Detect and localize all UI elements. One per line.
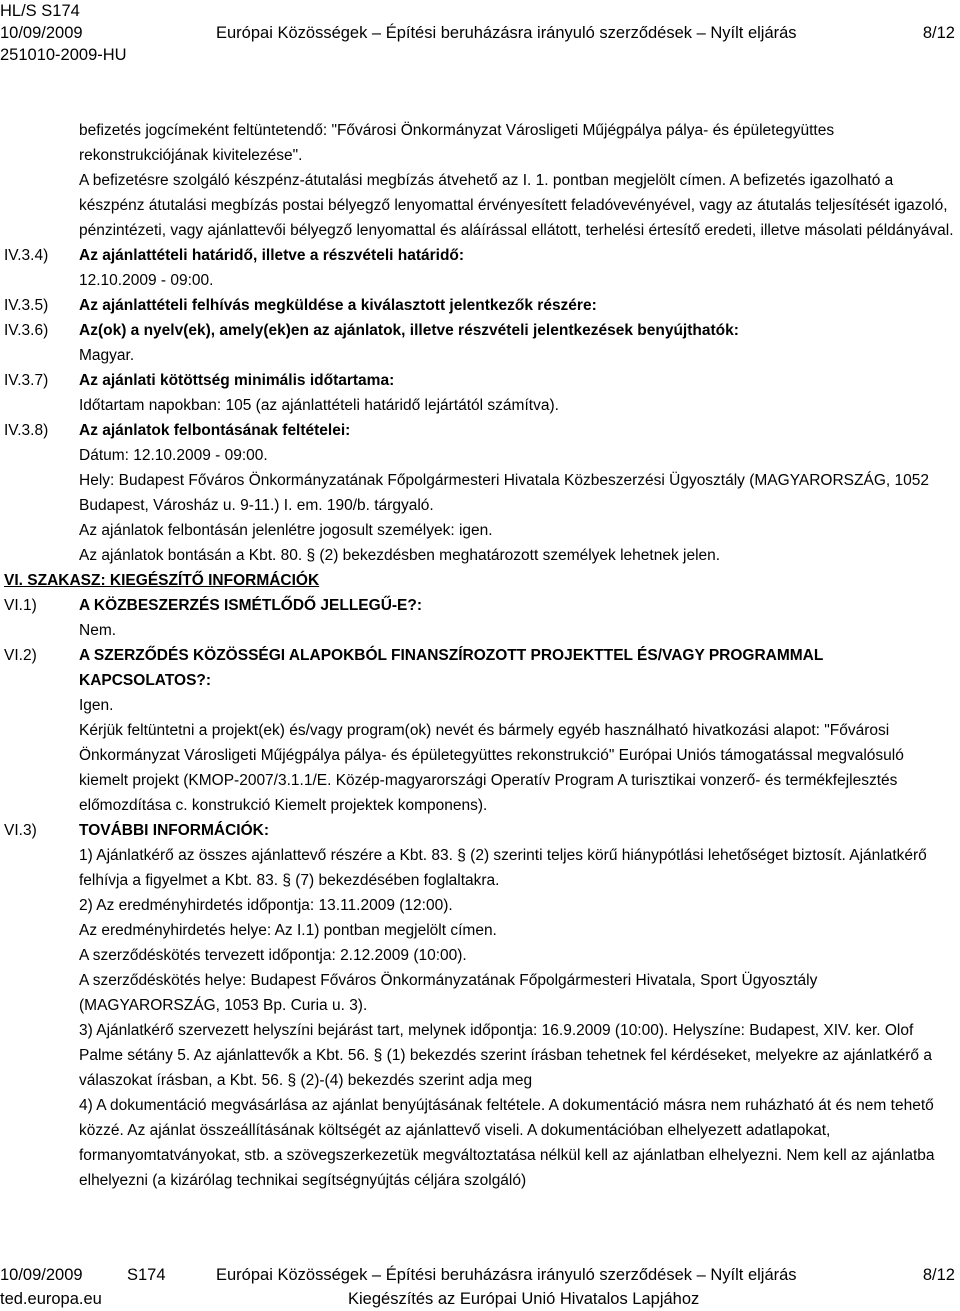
section-line: 4) A dokumentáció megvásárlása az ajánlat benyújtásának feltétele. A dokumentáció másra nem ruházható át és nem tehető közzé. Az ajánlat összeállításának költségét az ajánlattevő viseli. A dokumentációban elhelyezett adatlapokat, formanyomtatványokat, stb. a szövegszerkezetük megváltoztatása nélkül kell az ajánlatban elhelyezni. Nem kell az ajánlatba elhelyezni (a kizárólag technikai segítségnyújtás céljára szolgáló) (79, 1097, 935, 1189)
section-number: IV.3.4) (4, 247, 49, 264)
footer-page-number: 8/12 (922, 1266, 955, 1284)
section-line: Kérjük feltüntetni a projekt(ek) és/vagy program(ok) nevét és bármely egyéb használható hivatkozási alapot: "Fővárosi Önkormányzat Városligeti Műjégpálya pálya- és épületegyüttes rekonstrukció" Európai Uniós támogatással megvalósuló kiemelt projekt (KMOP-2007/3.1.1/E. Közép-magyarországi Operatív Program A turisztikai vonzerő- és termékfejlesztés előmozdítása c. konstrukció Kiemelt projektek komponens). (79, 722, 904, 814)
intro-block (0, 118, 960, 243)
section-line: 2) Az eredményhirdetés időpontja: 13.11.2009 (12:00). (79, 897, 453, 914)
section-line: Az eredményhirdetés helye: Az I.1) pontban megjelölt címen. (79, 922, 497, 939)
section-heading: TOVÁBBI INFORMÁCIÓK: (79, 822, 270, 839)
section-line: Igen. (79, 697, 114, 714)
section-number: IV.3.5) (4, 297, 49, 314)
section-heading: Az ajánlattételi felhívás megküldése a kiválasztott jelentkezők részére: (79, 297, 597, 314)
footer-site[interactable]: ted.europa.eu (0, 1290, 102, 1308)
section-heading: Az ajánlatok felbontásának feltételei: (79, 422, 351, 439)
section-heading: A KÖZBESZERZÉS ISMÉTLŐDŐ JELLEGŰ-E?: (79, 597, 423, 614)
section-number: VI.2) (4, 647, 37, 664)
section-number: IV.3.7) (4, 372, 49, 389)
footer-description: Európai Közösségek – Építési beruházásra irányuló szerződések – Nyílt eljárás (216, 1266, 797, 1284)
intro-line: A befizetésre szolgáló készpénz-átutalási megbízás átvehető az I. 1. pontban megjelölt címen. A befizetés igazolható a készpénz átutalási megbízás postai bélyegző lenyomattal érvényesített feladóvevényével, vagy az átutalás teljesítését igazoló, pénzintézeti, vagy ajánlattevői bélyegző lenyomattal és aláírással ellátott, terhelési értesítő eredeti, illetve másolati példányával. (79, 172, 954, 239)
section-line: Magyar. (79, 347, 135, 364)
section-line: 12.10.2009 - 09:00. (79, 272, 214, 289)
footer-supplement: Kiegészítés az Európai Unió Hivatalos Lapjához (348, 1290, 700, 1308)
section-line: Hely: Budapest Főváros Önkormányzatának Főpolgármesteri Hivatala Közbeszerzési Ügyosztály (MAGYARORSZÁG, 1052 Budapest, Városház u. 9-11.) I. em. 190/b. tárgyaló. (79, 472, 929, 514)
section-iv-3-8 (0, 418, 960, 568)
header-page-number: 8/12 (922, 24, 955, 42)
page-footer (0, 1264, 960, 1311)
section-heading: Az ajánlattételi határidő, illetve a részvételi határidő: (79, 247, 465, 264)
header-notice-id: 251010-2009-HU (0, 46, 127, 64)
section-vi-2 (0, 643, 960, 818)
section-line: Az ajánlatok felbontásán jelenlétre jogosult személyek: igen. (79, 522, 493, 539)
footer-date: 10/09/2009 (0, 1266, 83, 1284)
section-number: IV.3.6) (4, 322, 49, 339)
section-iv-3-6 (0, 318, 960, 368)
section-vi-1 (0, 593, 960, 643)
header-doc-code: HL/S S174 (0, 2, 80, 20)
section-number: IV.3.8) (4, 422, 49, 439)
section-line: Időtartam napokban: 105 (az ajánlattételi határidő lejártától számítva). (79, 397, 559, 414)
footer-series: S174 (127, 1266, 166, 1284)
section-heading: Az ajánlati kötöttség minimális időtartama: (79, 372, 395, 389)
section-number: VI.1) (4, 597, 37, 614)
section-iv-3-5 (0, 293, 960, 318)
section-vi-title: VI. SZAKASZ: KIEGÉSZÍTŐ INFORMÁCIÓK (4, 572, 320, 589)
section-line: Az ajánlatok bontásán a Kbt. 80. § (2) bekezdésben meghatározott személyek lehetnek jelen. (79, 547, 721, 564)
section-iv-3-4 (0, 243, 960, 293)
header-date: 10/09/2009 (0, 24, 83, 42)
section-line: A szerződéskötés helye: Budapest Főváros Önkormányzatának Főpolgármesteri Hivatala, Sport Ügyosztály (MAGYARORSZÁG, 1053 Bp. Curia u. 3). (79, 972, 818, 1014)
section-iv-3-7 (0, 368, 960, 418)
section-line: 3) Ajánlatkérő szervezett helyszíni bejárást tart, melynek időpontja: 16.9.2009 (10:00). Helyszíne: Budapest, XIV. ker. Olof Palme sétány 5. Az ajánlattevők a Kbt. 56. § (1) bekezdés szerint írásban tehetnek fel kérdéseket, melyekre az ajánlatkérő a válaszokat írásban, a Kbt. 56. § (2)-(4) bekezdés szerint adja meg (79, 1022, 932, 1089)
section-line: Dátum: 12.10.2009 - 09:00. (79, 447, 268, 464)
section-line: 1) Ajánlatkérő az összes ajánlattevő részére a Kbt. 83. § (2) szerinti teljes körű hiánypótlási lehetőséget biztosít. Ajánlatkérő felhívja a figyelmet a Kbt. 83. § (7) bekezdésében foglaltakra. (79, 847, 927, 889)
header-description: Európai Közösségek – Építési beruházásra irányuló szerződések – Nyílt eljárás (216, 24, 797, 42)
section-number: VI.3) (4, 822, 37, 839)
section-heading: Az(ok) a nyelv(ek), amely(ek)en az ajánlatok, illetve részvételi jelentkezések benyújthatók: (79, 322, 739, 339)
section-line: Nem. (79, 622, 117, 639)
section-heading: A SZERZŐDÉS KÖZÖSSÉGI ALAPOKBÓL FINANSZÍROZOTT PROJEKTTEL ÉS/VAGY PROGRAMMAL KAPCSOLATOS?: (79, 647, 824, 689)
section-line: A szerződéskötés tervezett időpontja: 2.12.2009 (10:00). (79, 947, 467, 964)
intro-line: befizetés jogcímeként feltüntetendő: "Fővárosi Önkormányzat Városligeti Műjégpálya pálya- és épületegyüttes rekonstrukciójának kivitelezése". (79, 122, 835, 164)
document-body (0, 118, 960, 1193)
section-vi-3 (0, 818, 960, 1193)
